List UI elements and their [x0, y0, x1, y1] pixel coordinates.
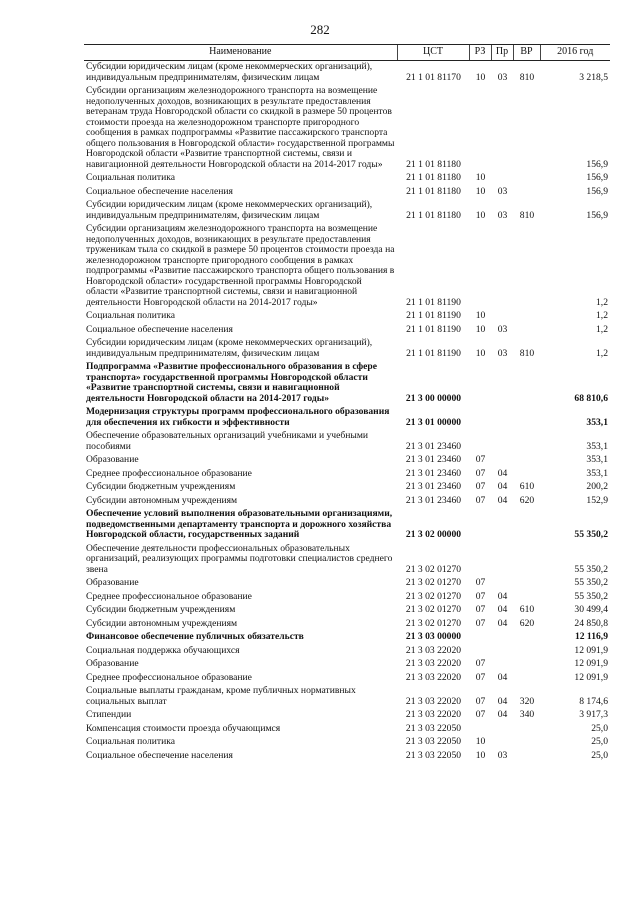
row-rz: 07 — [475, 454, 486, 465]
row-cst: 21 3 03 22050 — [405, 736, 462, 747]
table-row — [84, 406, 610, 430]
table-row — [84, 430, 610, 454]
row-cst: 21 3 01 23460 — [405, 481, 462, 492]
row-vr — [513, 671, 540, 685]
row-cst: 21 1 01 81170 — [406, 71, 461, 83]
row-name: Субсидии бюджетным учреждениям — [86, 604, 236, 615]
row-vr — [513, 736, 540, 750]
row-vr — [513, 85, 540, 172]
row-amount: 8 174,6 — [579, 695, 608, 707]
row-cst: 21 3 02 01270 — [405, 590, 462, 602]
row-pr — [491, 658, 513, 672]
row-pr — [491, 542, 513, 577]
row-rz: 07 — [475, 481, 486, 492]
row-pr — [491, 508, 513, 543]
row-rz: 10 — [475, 749, 486, 761]
row-cst: 21 3 00 00000 — [405, 392, 462, 404]
row-cst: 21 1 01 81180 — [406, 185, 461, 197]
row-amount: 156,9 — [586, 172, 608, 183]
table-row — [84, 481, 610, 495]
row-amount: 3 917,3 — [579, 709, 608, 720]
row-pr — [491, 172, 513, 186]
row-rz — [469, 508, 491, 543]
row-amount: 1,2 — [596, 310, 608, 321]
row-pr: 04 — [497, 604, 508, 615]
row-pr — [491, 736, 513, 750]
row-name: Социальная политика — [86, 736, 175, 747]
row-name: Субсидии бюджетным учреждениям — [86, 481, 236, 492]
row-vr — [513, 467, 540, 481]
row-name: Субсидии юридическим лицам (кроме некоммерческих организаций), индивидуальным предпринимателям, физическим лицам — [86, 199, 373, 221]
table-row — [84, 658, 610, 672]
row-cst: 21 1 01 81190 — [406, 296, 461, 308]
row-amount: 25,0 — [591, 736, 608, 747]
row-rz: 07 — [475, 467, 486, 479]
row-vr — [513, 577, 540, 591]
row-rz — [469, 644, 491, 658]
row-vr — [513, 631, 540, 645]
row-name: Среднее профессиональное образование — [86, 467, 252, 479]
row-pr: 03 — [497, 71, 508, 83]
row-rz — [469, 223, 491, 310]
row-amount: 55 350,2 — [574, 590, 608, 602]
row-name: Субсидии организациям железнодорожного транспорта на возмещение недополученных доходов, возникающих в результате предоставления труженикам тыла со скидкой в размере 50 процентов стоимости проезда на железнодорожном транспорте пригородного сообщения в рамках подпрограммы «Развитие пассажирского транспорта общего пользования в Новгородской области» государственной программы Новгородской области «Развитие транспортной системы, связи и навигационной деятельности Новгородской области на 2014-2017 годы» — [86, 223, 395, 308]
row-name: Субсидии автономным учреждениям — [86, 617, 238, 629]
row-cst: 21 3 03 22020 — [405, 644, 462, 656]
table-row — [84, 85, 610, 172]
row-pr: 04 — [497, 590, 508, 602]
table-row — [84, 577, 610, 591]
row-cst: 21 1 01 81190 — [406, 347, 461, 359]
row-cst: 21 3 03 22050 — [405, 749, 462, 761]
row-cst: 21 3 02 01270 — [405, 577, 462, 588]
row-vr: 620 — [519, 617, 535, 629]
row-name: Обеспечение деятельности профессиональных образовательных организаций, реализующих программы подготовки специалистов среднего звена — [86, 542, 393, 575]
row-rz — [469, 542, 491, 577]
table-row — [84, 337, 610, 361]
table-row — [84, 685, 610, 709]
row-rz: 10 — [475, 736, 486, 747]
row-amount: 55 350,2 — [574, 577, 608, 588]
table-row — [84, 467, 610, 481]
row-vr — [513, 590, 540, 604]
row-cst: 21 3 01 23460 — [405, 467, 462, 479]
row-name: Стипендии — [86, 709, 132, 720]
table-row — [84, 617, 610, 631]
row-pr — [491, 310, 513, 324]
table-row — [84, 722, 610, 736]
table-row — [84, 709, 610, 723]
table-row — [84, 172, 610, 186]
row-amount: 12 091,9 — [574, 658, 608, 669]
table-header — [84, 45, 610, 61]
row-rz: 07 — [475, 617, 486, 629]
row-cst: 21 3 02 01270 — [405, 563, 462, 575]
row-rz: 10 — [475, 71, 486, 83]
row-pr: 04 — [497, 617, 508, 629]
table-row — [84, 542, 610, 577]
row-amount: 353,1 — [586, 467, 608, 479]
row-cst: 21 3 02 01270 — [405, 617, 462, 629]
row-rz: 07 — [475, 494, 486, 506]
row-cst: 21 3 02 00000 — [405, 529, 462, 540]
row-name: Модернизация структуры программ профессионального образования для обеспечения их гибкости и эффективности — [86, 406, 390, 428]
row-amount: 156,9 — [586, 185, 608, 197]
row-name: Образование — [86, 658, 139, 669]
row-vr: 610 — [519, 481, 535, 492]
row-rz: 07 — [475, 604, 486, 615]
row-vr — [513, 749, 540, 763]
row-pr: 04 — [497, 481, 508, 492]
row-name: Образование — [86, 454, 139, 465]
row-cst: 21 1 01 81190 — [406, 310, 461, 321]
row-rz: 07 — [475, 671, 486, 683]
row-name: Среднее профессиональное образование — [86, 590, 252, 602]
row-vr — [513, 185, 540, 199]
page-number: 282 — [310, 22, 330, 37]
row-rz — [469, 406, 491, 430]
row-vr — [513, 361, 540, 406]
table-row — [84, 671, 610, 685]
row-amount: 3 218,5 — [579, 71, 608, 83]
row-pr: 03 — [497, 185, 508, 197]
row-name: Обеспечение образовательных организаций учебниками и учебными пособиями — [86, 430, 369, 452]
row-cst: 21 3 03 22050 — [405, 722, 462, 734]
row-name: Компенсация стоимости проезда обучающимся — [86, 722, 281, 734]
budget-table — [84, 44, 610, 763]
table-row — [84, 644, 610, 658]
row-amount: 1,2 — [596, 347, 608, 359]
row-name: Субсидии автономным учреждениям — [86, 494, 238, 506]
row-vr — [513, 430, 540, 454]
row-pr: 03 — [497, 749, 508, 761]
row-amount: 55 350,2 — [574, 563, 608, 575]
row-vr — [513, 172, 540, 186]
row-cst: 21 3 02 01270 — [405, 604, 462, 615]
row-vr — [513, 658, 540, 672]
row-amount: 353,1 — [586, 416, 608, 428]
row-rz: 10 — [475, 310, 486, 321]
row-vr: 610 — [519, 604, 535, 615]
table-row — [84, 361, 610, 406]
row-pr — [491, 722, 513, 736]
row-rz — [469, 430, 491, 454]
table-row — [84, 60, 610, 85]
row-pr: 04 — [497, 709, 508, 720]
row-cst: 21 3 03 22020 — [405, 709, 462, 720]
row-cst: 21 3 03 22020 — [405, 695, 462, 707]
row-amount: 152,9 — [586, 494, 608, 506]
row-pr — [491, 644, 513, 658]
row-cst: 21 1 01 81180 — [406, 209, 461, 221]
row-vr — [513, 454, 540, 468]
row-cst: 21 3 01 00000 — [405, 416, 462, 428]
row-rz: 07 — [475, 577, 486, 588]
row-pr: 04 — [497, 467, 508, 479]
row-amount: 353,1 — [586, 440, 608, 452]
row-cst: 21 3 01 23460 — [405, 440, 462, 452]
table-row — [84, 590, 610, 604]
row-name: Подпрограмма «Развитие профессионального образования в сфере транспорта» государственной программы Новгородской области «Развитие транспортной системы, связи и навигационной деятельности Новгородской области на 2014-2017 годы» — [86, 361, 378, 404]
row-vr — [513, 310, 540, 324]
row-amount: 200,2 — [586, 481, 608, 492]
row-amount: 25,0 — [591, 722, 608, 734]
row-pr — [491, 361, 513, 406]
row-rz — [469, 361, 491, 406]
row-amount: 25,0 — [591, 749, 608, 761]
row-vr — [513, 722, 540, 736]
row-name: Социальная поддержка обучающихся — [86, 644, 240, 656]
row-vr — [513, 508, 540, 543]
row-vr — [513, 223, 540, 310]
row-rz: 07 — [475, 658, 486, 669]
row-amount: 156,9 — [586, 209, 608, 221]
row-rz — [469, 631, 491, 645]
row-amount: 12 116,9 — [574, 631, 608, 642]
row-name: Субсидии юридическим лицам (кроме некоммерческих организаций), индивидуальным предпринимателям, физическим лицам — [86, 337, 373, 359]
row-rz: 10 — [475, 347, 486, 359]
row-pr — [491, 631, 513, 645]
row-rz: 10 — [475, 185, 486, 197]
row-vr: 810 — [519, 71, 535, 83]
row-name: Среднее профессиональное образование — [86, 671, 252, 683]
row-cst: 21 3 03 00000 — [405, 631, 462, 642]
row-vr: 810 — [519, 347, 535, 359]
table-row — [84, 749, 610, 763]
row-pr — [491, 223, 513, 310]
row-name: Социальное обеспечение населения — [86, 185, 233, 197]
row-rz: 07 — [475, 590, 486, 602]
header-name: Наименование — [84, 45, 397, 61]
row-pr: 04 — [497, 494, 508, 506]
row-pr — [491, 430, 513, 454]
row-amount: 24 850,8 — [574, 617, 608, 629]
row-pr — [491, 454, 513, 468]
row-amount: 55 350,2 — [574, 529, 608, 540]
header-vr: ВР — [513, 45, 540, 61]
row-pr: 04 — [497, 671, 508, 683]
row-name: Социальное обеспечение населения — [86, 323, 233, 335]
row-amount: 156,9 — [586, 158, 608, 170]
header-cst: ЦСТ — [397, 45, 469, 61]
row-vr: 340 — [519, 709, 535, 720]
row-pr: 03 — [497, 323, 508, 335]
header-pr: Пр — [491, 45, 513, 61]
row-amount: 12 091,9 — [574, 671, 608, 683]
table-body — [84, 60, 610, 763]
table-row — [84, 310, 610, 324]
row-amount: 12 091,9 — [574, 644, 608, 656]
row-cst: 21 1 01 81190 — [406, 323, 461, 335]
table-row — [84, 454, 610, 468]
row-vr — [513, 542, 540, 577]
row-pr — [491, 85, 513, 172]
row-name: Образование — [86, 577, 139, 588]
row-vr: 620 — [519, 494, 535, 506]
row-pr: 04 — [497, 695, 508, 707]
row-name: Субсидии юридическим лицам (кроме некоммерческих организаций), индивидуальным предпринимателям, физическим лицам — [86, 61, 373, 83]
table-row — [84, 199, 610, 223]
row-pr — [491, 577, 513, 591]
table-row — [84, 736, 610, 750]
row-name: Социальная политика — [86, 172, 175, 183]
row-cst: 21 3 03 22020 — [405, 671, 462, 683]
table-row — [84, 508, 610, 543]
table-row — [84, 494, 610, 508]
row-vr: 810 — [519, 209, 535, 221]
row-cst: 21 3 01 23460 — [405, 494, 462, 506]
table-row — [84, 604, 610, 618]
row-cst: 21 1 01 81180 — [406, 172, 461, 183]
row-vr — [513, 406, 540, 430]
row-name: Субсидии организациям железнодорожного транспорта на возмещение недополученных доходов, возникающих в результате предоставления ветеранам труда Новгородской области со скидкой в размере 50 процентов стоимости проезда на железнодорожном транспорте пригородного сообщения в рамках подпрограммы «Развитие пассажирского транспорта общего пользования в Новгородской области» государственной программы Новгородской области «Развитие транспортной системы, связи и навигационной деятельности Новгородской области на 2014-2017 годы» — [86, 85, 395, 170]
row-amount: 353,1 — [586, 454, 608, 465]
row-cst: 21 1 01 81180 — [406, 158, 461, 170]
row-vr: 320 — [519, 695, 535, 707]
row-rz — [469, 85, 491, 172]
row-name: Социальное обеспечение населения — [86, 749, 233, 761]
row-amount: 68 810,6 — [574, 392, 608, 404]
table-row — [84, 185, 610, 199]
table-row — [84, 223, 610, 310]
row-pr: 03 — [497, 209, 508, 221]
row-name: Социальная политика — [86, 310, 175, 321]
row-amount: 30 499,4 — [574, 604, 608, 615]
header-rz: РЗ — [469, 45, 491, 61]
row-rz: 07 — [475, 709, 486, 720]
row-amount: 1,2 — [596, 296, 608, 308]
row-rz: 10 — [475, 209, 486, 221]
row-vr — [513, 323, 540, 337]
row-rz: 07 — [475, 695, 486, 707]
table-row — [84, 631, 610, 645]
row-vr — [513, 644, 540, 658]
header-year: 2016 год — [540, 45, 610, 61]
row-rz: 10 — [475, 323, 486, 335]
row-name: Обеспечение условий выполнения образовательными организациями, подведомственными департаменту транспорта и дорожного хозяйства Новгородской области, государственных заданий — [86, 508, 393, 540]
row-rz — [469, 722, 491, 736]
row-cst: 21 3 01 23460 — [405, 454, 462, 465]
row-pr — [491, 406, 513, 430]
table-row — [84, 323, 610, 337]
row-pr: 03 — [497, 347, 508, 359]
row-name: Социальные выплаты гражданам, кроме публичных нормативных социальных выплат — [86, 685, 356, 707]
row-rz: 10 — [475, 172, 486, 183]
row-cst: 21 3 03 22020 — [405, 658, 462, 669]
row-amount: 1,2 — [596, 323, 608, 335]
row-name: Финансовое обеспечение публичных обязательств — [86, 631, 304, 642]
